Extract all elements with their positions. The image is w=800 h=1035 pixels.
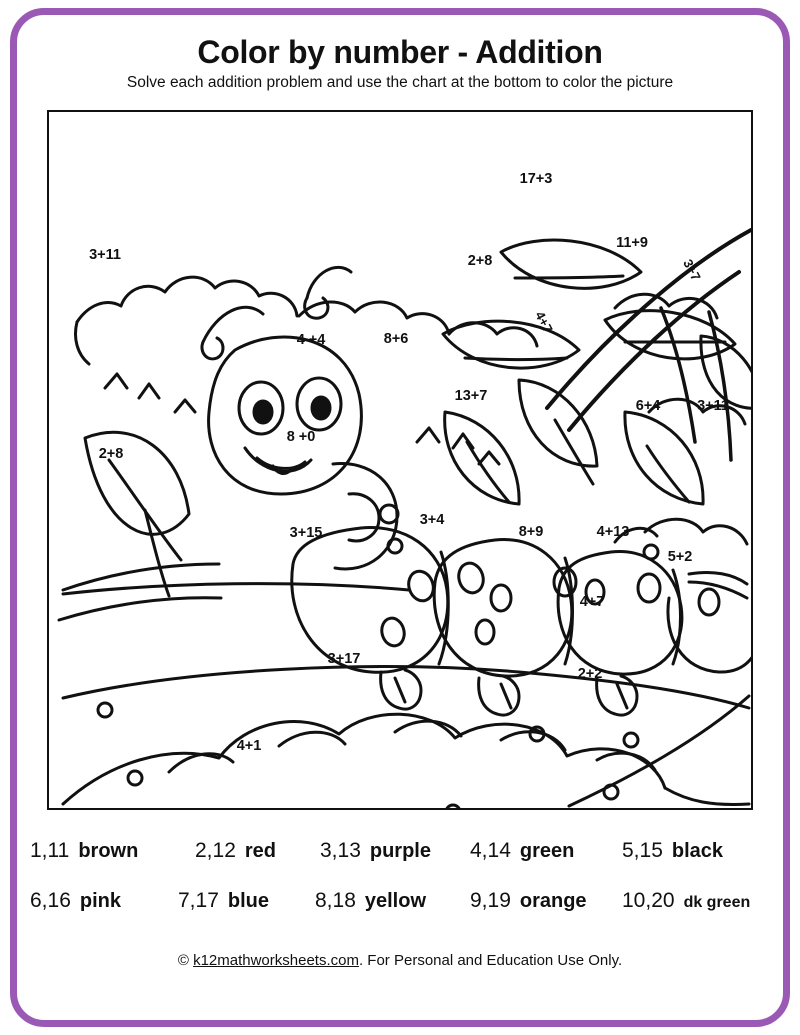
problem-label: 3+4 — [419, 512, 445, 528]
color-key-item — [622, 839, 723, 863]
color-key-numbers: 1,11 — [30, 839, 70, 862]
problem-label: 8 +0 — [286, 429, 316, 445]
color-key-numbers: 7,17 — [178, 889, 219, 912]
page-title: Color by number - Addition — [197, 34, 603, 70]
color-key-name: purple — [369, 840, 431, 862]
color-key-row — [30, 878, 770, 924]
problem-label: 8+9 — [518, 524, 544, 540]
problem-label: 3+17 — [327, 651, 361, 667]
color-key-numbers: 3,13 — [320, 839, 361, 862]
problem-label: 3+11 — [697, 398, 729, 414]
coloring-picture — [47, 110, 753, 810]
footer-suffix: . For Personal and Education Use Only. — [358, 952, 623, 969]
problem-label: 2+2 — [577, 666, 603, 682]
color-key-item — [320, 839, 431, 863]
problem-label: 6+4 — [635, 398, 661, 414]
problem-label: 3+15 — [289, 525, 323, 541]
color-key-name: pink — [79, 890, 121, 912]
color-key-item — [622, 889, 750, 913]
problem-label: 13+7 — [454, 388, 488, 404]
color-key-name: dk green — [683, 894, 751, 911]
problem-label: 4+1 — [236, 738, 262, 754]
problem-label: 4+7 — [532, 308, 556, 336]
color-key-numbers: 8,18 — [315, 889, 356, 912]
footer-credit — [0, 952, 800, 969]
problem-label: 3+11 — [89, 247, 121, 263]
color-key-item — [195, 839, 276, 863]
problem-label: 17+3 — [519, 171, 553, 187]
color-key — [30, 822, 770, 926]
color-key-row — [30, 828, 770, 874]
problem-label: 4+7 — [579, 594, 605, 610]
color-key-name: red — [244, 840, 276, 862]
color-key-item — [470, 839, 574, 863]
color-key-numbers: 5,15 — [622, 839, 663, 862]
color-key-numbers: 9,19 — [470, 889, 511, 912]
problem-label: 3+7 — [680, 256, 704, 284]
problem-label: 5+2 — [667, 549, 693, 565]
color-key-item — [30, 839, 138, 863]
color-key-name: yellow — [364, 890, 427, 912]
page-subtitle: Solve each addition problem and use the chart at the bottom to color the picture — [126, 74, 674, 91]
problem-label: 2+8 — [98, 446, 124, 462]
caterpillar-scene-drawing — [49, 112, 751, 808]
color-key-item — [470, 889, 587, 913]
problem-label: 2+8 — [467, 253, 493, 269]
color-key-item — [315, 889, 426, 913]
color-key-item — [30, 889, 121, 913]
color-key-name: brown — [78, 840, 139, 862]
problem-label: 4+13 — [596, 524, 630, 540]
color-key-name: orange — [519, 890, 587, 912]
color-key-numbers: 6,16 — [30, 889, 71, 912]
color-key-name: blue — [227, 890, 269, 912]
color-key-numbers: 2,12 — [195, 839, 236, 862]
color-key-item — [178, 889, 269, 913]
footer-link[interactable]: k12mathworksheets.com — [193, 952, 359, 969]
color-key-numbers: 10,20 — [622, 889, 675, 912]
color-key-numbers: 4,14 — [470, 839, 511, 862]
problem-label: 11+9 — [616, 235, 648, 251]
footer-prefix: © — [177, 952, 194, 969]
color-key-name: green — [519, 840, 575, 862]
problem-label: 4 +4 — [296, 332, 326, 348]
color-key-name: black — [671, 840, 724, 862]
problem-label: 8+6 — [383, 331, 409, 347]
